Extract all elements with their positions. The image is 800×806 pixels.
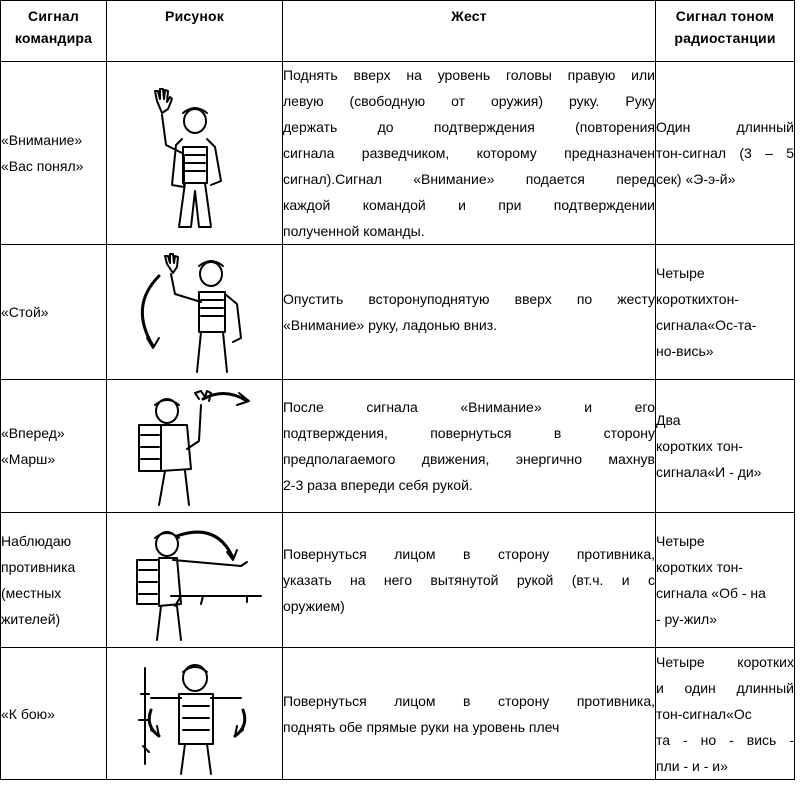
command-cell [1,245,107,380]
figure-cell [107,380,283,513]
command-line: «Стой» [1,304,49,320]
tone-line: сигнала«Ос-та- [656,317,757,333]
gesture-line: «Внимание» руку, ладонью вниз. [283,317,498,333]
figure-cell [107,62,283,245]
command-cell [1,513,107,648]
tone-line: сек) «Э-э-й» [656,171,736,187]
gesture-line: указать на него вытянутой рукой (вт.ч. и с [283,572,655,588]
tone-line: коротких тон- [656,438,744,454]
header-gesture [283,1,656,62]
command-cell [1,648,107,780]
gesture-line: Поднять вверх на уровень головы правую или [283,67,655,83]
gesture-line: сигнала разведчиком, которому предназначен [283,145,655,161]
header-tone-line: Сигнал тоном [675,8,775,24]
tone-line: пли - и - и» [656,757,728,774]
header-command [1,1,107,62]
soldier-forward-wave-icon [107,381,283,511]
tone-line: Четыре коротких [656,653,794,670]
tone-line: - ру-жил» [656,611,717,627]
tone-line: короткихтон- [656,291,739,307]
gesture-line: Повернуться лицом в сторону противника, [283,692,655,709]
header-command-line: командира [14,30,93,46]
gesture-cell [283,380,656,513]
command-cell [1,380,107,513]
gesture-line: подтверждения, повернуться в сторону [283,425,655,441]
tone-line: тон-сигнал«Ос [656,705,752,722]
command-line: жителей) [1,611,61,627]
tone-cell [656,62,795,245]
tone-line: Два [656,412,681,428]
gesture-line: сигнал).Сигнал «Внимание» подается перед [283,171,655,187]
gesture-line: каждой командой и при подтверждении [283,197,655,213]
tone-line: та - но - вись - [656,731,794,748]
table-row [1,513,795,648]
tone-cell [656,513,795,648]
command-cell [1,62,107,245]
gesture-line: поднять обе прямые руки на уровень плеч [283,718,560,735]
gesture-line: предполагаемого движения, энергично махнув [283,451,655,467]
gesture-line: Опустить всторонуподнятую вверх по жесту [283,291,655,307]
gesture-cell [283,245,656,380]
header-row [1,1,795,62]
figure-cell [107,513,283,648]
tone-line: но-вись» [656,343,714,359]
gesture-line: Повернуться лицом в сторону противника, [283,546,655,562]
tone-line: и один длинный [656,679,794,696]
table-row [1,380,795,513]
tone-line: Один длинный [656,119,794,135]
gesture-cell [283,648,656,780]
tone-line: Четыре [656,533,705,549]
gesture-line: левую (свободную от оружия) руку. Руку [283,93,655,109]
command-line: «Вас понял» [1,158,84,174]
tone-line: сигнала«И - ди» [656,464,762,480]
gesture-line: 2-3 раза впереди себя рукой. [283,477,473,493]
tone-cell [656,380,795,513]
command-line: «К бою» [1,705,55,722]
command-line: противника [1,559,76,575]
figure-cell [107,245,283,380]
command-line: «Марш» [1,451,56,467]
gesture-cell [283,513,656,648]
tone-line: тон-сигнал (3 – 5 [656,145,794,161]
tone-line: сигнала «Об - на [656,585,766,601]
header-figure [107,1,283,62]
soldier-hand-down-arrow-icon [107,246,283,378]
table-row [1,62,795,245]
gesture-line: оружием) [283,598,345,614]
gesture-line: держать до подтверждения (повторения [283,119,655,135]
figure-cell [107,648,283,780]
soldier-pointing-icon [107,514,283,646]
header-figure-line: Рисунок [165,8,224,24]
command-line: «Внимание» [1,132,83,148]
gesture-line: полученной команды. [283,223,425,239]
gesture-line: После сигнала «Внимание» и его [283,399,655,415]
tone-line: Четыре [656,265,705,281]
soldier-arms-spread-icon [107,650,283,778]
command-line: «Вперед» [1,425,65,441]
table-row [1,245,795,380]
soldier-raised-hand-icon [107,63,283,243]
header-command-line: Сигнал [28,8,79,24]
gesture-cell [283,62,656,245]
header-tone [656,1,795,62]
table-row [1,648,795,780]
tone-cell [656,648,795,780]
header-tone-line: радиостанции [674,30,776,46]
command-line: (местных [1,585,62,601]
command-line: Наблюдаю [1,533,72,549]
header-gesture-line: Жест [451,8,487,24]
tone-line: коротких тон- [656,559,744,575]
tone-cell [656,245,795,380]
